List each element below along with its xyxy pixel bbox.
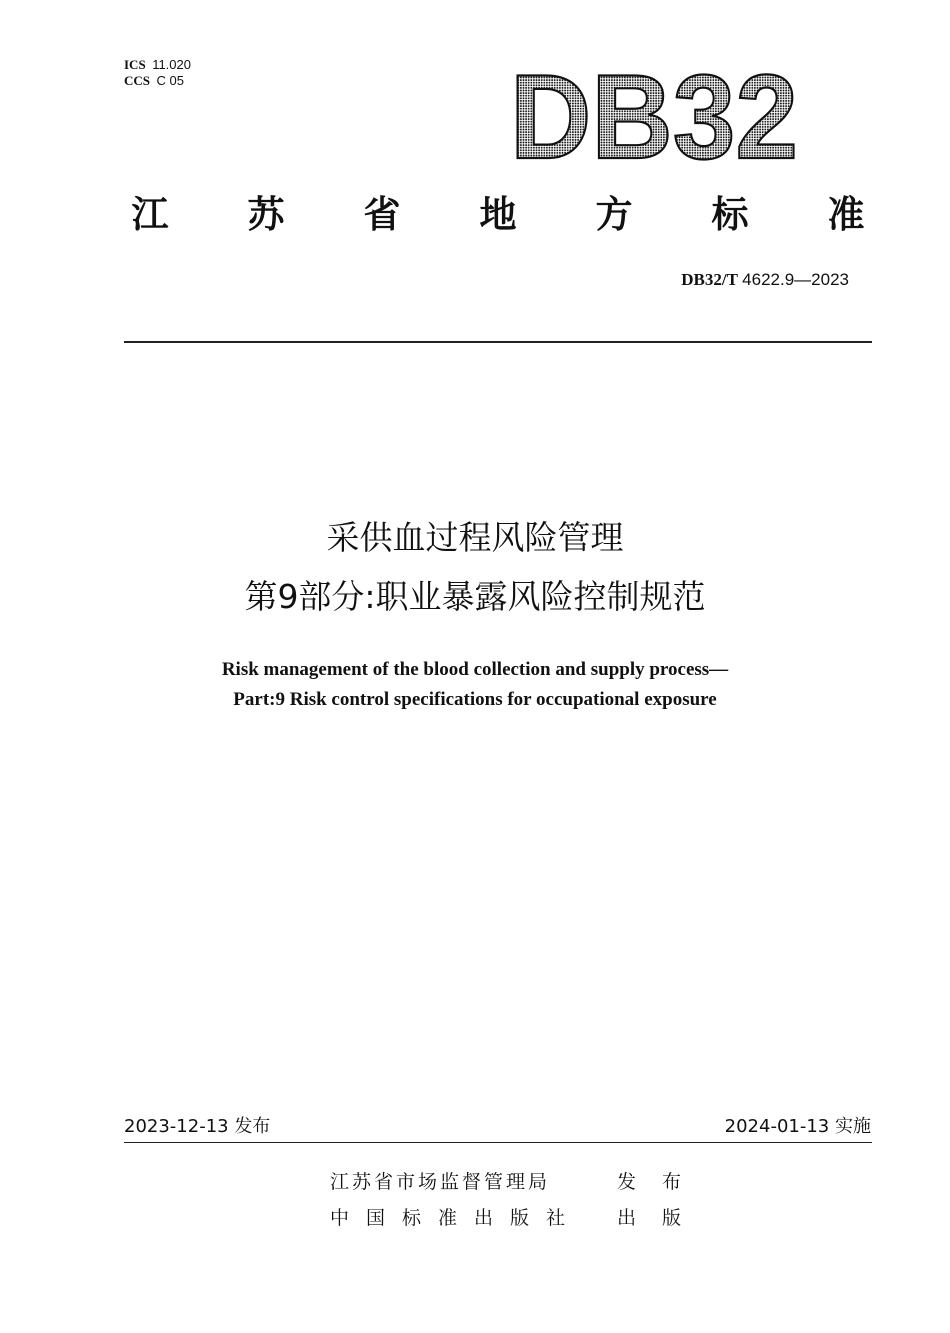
publisher: 中国标准出版社 <box>330 1207 583 1229</box>
publishing-action: 出版 <box>617 1207 708 1229</box>
chinese-title-line-1: 采供血过程风险管理 <box>326 518 624 557</box>
standard-type-char: 地 <box>479 192 517 236</box>
bottom-divider <box>124 1142 872 1143</box>
classification-codes <box>124 57 191 89</box>
top-divider <box>124 341 872 343</box>
ics-value: 11.020 <box>152 57 191 72</box>
ccs-value: C 05 <box>156 73 184 88</box>
issuing-authority: 江苏省市场监督管理局 <box>330 1171 551 1193</box>
standard-type-char: 苏 <box>247 192 285 236</box>
standard-type-char: 江 <box>131 192 169 236</box>
implementation-date: 2024-01-13 实施 <box>724 1116 871 1137</box>
standard-type-char: 标 <box>711 192 749 236</box>
issuing-action: 发布 <box>617 1171 708 1193</box>
issue-date: 2023-12-13 发布 <box>124 1116 271 1137</box>
standard-number-suffix: 4622.9—2023 <box>742 270 849 289</box>
standard-type-char: 准 <box>827 192 865 236</box>
ics-label: ICS <box>124 57 146 72</box>
ccs-code <box>124 73 191 89</box>
english-title-line-1: Risk management of the blood collection and supply process— <box>221 659 729 680</box>
english-title-line-2: Part:9 Risk control specifications for occupational exposure <box>233 689 717 710</box>
standard-number <box>681 268 849 292</box>
standard-type-title <box>124 188 872 240</box>
standard-type-char: 方 <box>595 192 633 236</box>
ics-code <box>124 57 191 73</box>
standard-number-prefix: DB32/T <box>681 270 738 289</box>
chinese-title-line-2: 第9部分:职业暴露风险控制规范 <box>244 577 706 616</box>
logo-text: DB32 <box>510 58 798 168</box>
db32-logo <box>504 58 804 168</box>
standard-type-char: 省 <box>363 192 401 236</box>
ccs-label: CCS <box>124 73 151 88</box>
